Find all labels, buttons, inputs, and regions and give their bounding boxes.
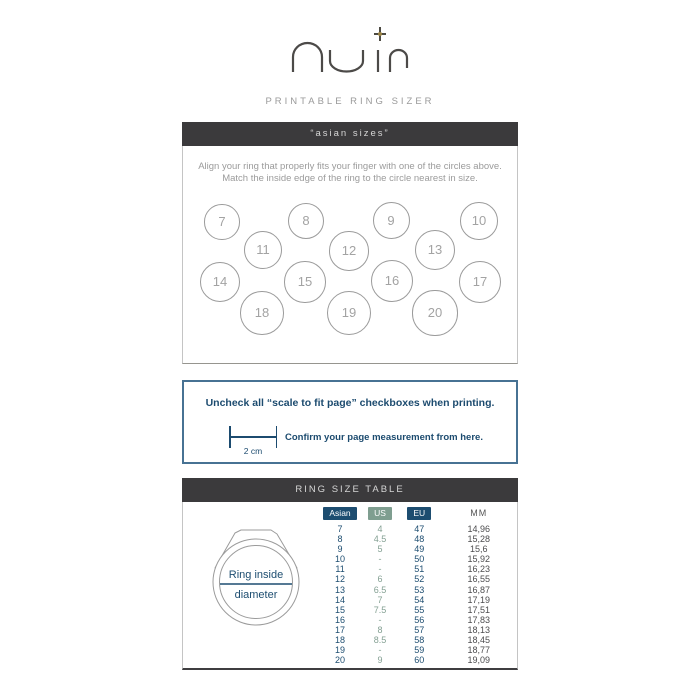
column-header-asian: Asian xyxy=(318,507,362,524)
size-circle-15: 15 xyxy=(284,261,325,302)
logo-letter-u xyxy=(330,50,363,72)
table-row: 7 4 47 14,96 xyxy=(337,524,491,534)
logo-letter-n xyxy=(293,43,322,72)
table-row: 14 7 54 17,19 xyxy=(335,594,491,605)
table-row: 19 - 59 18,77 xyxy=(335,645,491,656)
size-circle-20: 20 xyxy=(412,290,457,335)
sizer-instruction-line1: Align your ring that properly fits your finger with one of the circles above. xyxy=(198,161,502,172)
ring-size-table-header: RING SIZE TABLE xyxy=(182,478,518,502)
size-conversion-table xyxy=(318,507,517,665)
print-note-panel xyxy=(182,380,518,464)
size-circle-10: 10 xyxy=(460,202,498,240)
sizer-instruction-line2: Match the inside edge of the ring to the circle nearest in size. xyxy=(222,173,478,184)
size-circle-17: 17 xyxy=(459,261,502,304)
logo-letter-r xyxy=(390,50,407,72)
ruler-line xyxy=(229,436,277,438)
ring-size-table-panel xyxy=(182,478,518,670)
ruler-label: 2 cm xyxy=(243,446,263,456)
size-circle-7: 7 xyxy=(204,204,240,240)
ring-outer-circle xyxy=(213,539,299,625)
size-table-body xyxy=(318,524,517,665)
diameter-label: diameter xyxy=(234,589,278,601)
ring-circles xyxy=(183,123,517,363)
size-circle-13: 13 xyxy=(415,230,455,270)
size-circle-16: 16 xyxy=(371,260,413,302)
table-row: 13 6.5 53 16,87 xyxy=(335,584,491,595)
table-row: 9 5 49 15,6 xyxy=(337,544,488,555)
table-header-row xyxy=(318,507,517,524)
table-row: 8 4.5 48 15,28 xyxy=(337,534,491,545)
ruler-right-tick xyxy=(276,426,278,448)
size-circle-19: 19 xyxy=(327,291,371,335)
table-row: 12 6 52 16,55 xyxy=(335,574,491,585)
ruler-2cm xyxy=(229,426,277,448)
table-row: 18 8.5 58 18,45 xyxy=(335,635,491,646)
column-header-mm: MM xyxy=(470,508,488,519)
size-circle-8: 8 xyxy=(288,203,324,239)
ring-diagram xyxy=(206,528,306,632)
table-row: 17 8 57 18,13 xyxy=(335,624,491,635)
size-circle-9: 9 xyxy=(373,202,410,239)
table-row: 11 - 51 16,23 xyxy=(335,564,491,575)
table-row: 20 9 60 19,09 xyxy=(335,655,491,666)
ring-inside-label: Ring inside xyxy=(228,569,284,581)
column-header-us: US xyxy=(362,507,398,524)
uncheck-heading: Uncheck all “scale to fit page” checkboxes when printing. xyxy=(205,397,495,409)
size-circle-14: 14 xyxy=(200,262,241,303)
nuir-logo-svg xyxy=(290,24,410,76)
asian-sizes-panel xyxy=(182,122,518,364)
nuir-logo xyxy=(290,24,410,76)
confirm-measurement-text: Confirm your page measurement from here. xyxy=(285,432,483,443)
column-header-eu: EU xyxy=(398,507,441,524)
asian-sizes-header: “asian sizes” xyxy=(182,122,518,146)
size-circle-12: 12 xyxy=(329,231,368,270)
size-circle-18: 18 xyxy=(240,291,284,335)
table-row: 15 7.5 55 17,51 xyxy=(335,604,491,615)
page-title: PRINTABLE RING SIZER xyxy=(265,96,435,107)
table-row: 16 - 56 17,83 xyxy=(335,614,491,625)
sparkle-icon xyxy=(374,27,386,41)
size-circle-11: 11 xyxy=(244,231,282,269)
table-row: 10 - 50 15,92 xyxy=(335,554,491,565)
